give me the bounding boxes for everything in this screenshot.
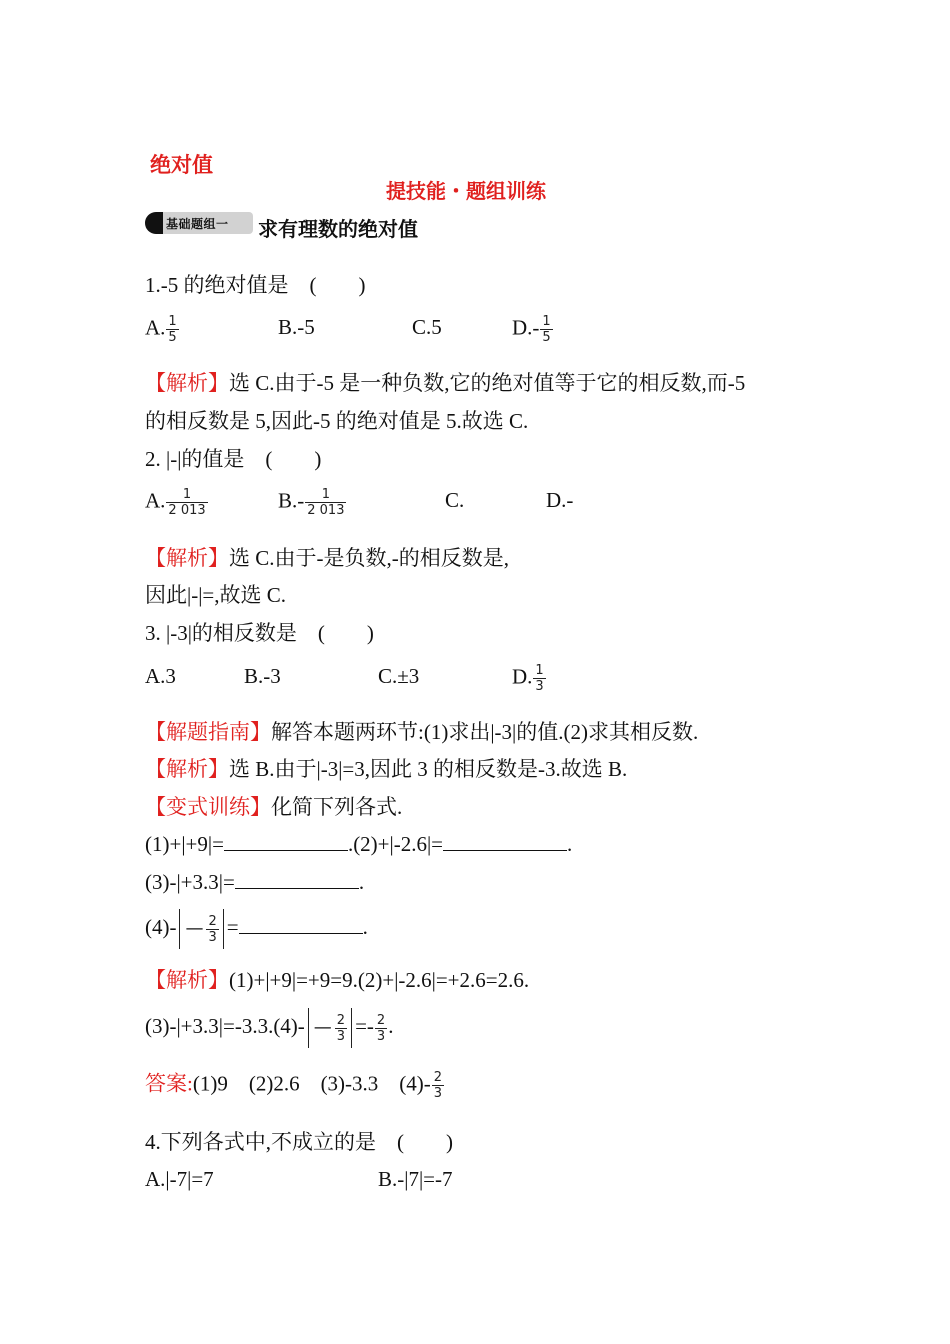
q1-option-d: D.- $\frac{1}{5}$ xyxy=(512,314,551,345)
answer-blank xyxy=(224,832,348,851)
answer-blank xyxy=(235,870,359,889)
badge-label: 基础题组一 xyxy=(166,217,229,231)
q2-option-d: D.- xyxy=(546,488,574,512)
answer-blank xyxy=(239,915,363,934)
q3-option-a: A.3 xyxy=(145,664,176,688)
q2-stem: 2. |-|的值是 ( ) xyxy=(145,447,322,471)
q2-option-b: B.- $\frac{1}{2 013}$ xyxy=(278,487,345,518)
q3-option-c: C.±3 xyxy=(378,664,420,688)
q3-option-d: D. $\frac{1}{3}$ xyxy=(512,663,544,694)
q3-stem: 3. |-3|的相反数是 ( ) xyxy=(145,621,374,645)
q2-analysis-line2: 因此|-|=,故选 C. xyxy=(145,583,287,607)
section-subtitle: 提技能・题组训练 xyxy=(386,179,546,203)
q4-stem: 4.下列各式中,不成立的是 ( ) xyxy=(145,1130,453,1154)
q2-analysis-line1: 【解析】选 C.由于-是负数,-的相反数是, xyxy=(145,546,509,570)
q3-final-answer: 答案:(1)9 (2)2.6 (3)-3.3 (4)- $\frac{2}{3}$ xyxy=(145,1070,443,1101)
q4-option-b: B.-|7|=-7 xyxy=(378,1167,453,1191)
q1-analysis-line1: 【解析】选 C.由于-5 是一种负数,它的绝对值等于它的相反数,而-5 xyxy=(145,371,746,395)
badge-dot-icon xyxy=(145,212,163,234)
q2-option-c: C. xyxy=(445,488,465,512)
abs-bar xyxy=(179,909,180,949)
abs-bar xyxy=(351,1008,352,1048)
group-badge xyxy=(145,212,253,234)
q3-answer-analysis-line2: (3)-|+3.3|=-3.3.(4)- — $\frac{2}{3}$ =- $\frac{2}{3}$ . xyxy=(145,1005,393,1049)
q3-guide: 【解题指南】解答本题两环节:(1)求出|-3|的值.(2)求其相反数. xyxy=(145,720,699,744)
q3-answer-analysis-line1: 【解析】(1)+|+9|=+9=9.(2)+|-2.6|=+2.6=2.6. xyxy=(145,968,530,992)
q3-option-b: B.-3 xyxy=(244,664,281,688)
q1-option-c: C.5 xyxy=(412,315,442,339)
abs-bar xyxy=(223,909,224,949)
q3-variant-line4: (4)- — $\frac{2}{3}$ = . xyxy=(145,906,368,950)
q3-variant-line1: (1)+|+9|= .(2)+|-2.6|= . xyxy=(145,832,573,856)
page-title: 绝对值 xyxy=(150,153,213,177)
q2-option-a: A. $\frac{1}{2 013}$ xyxy=(145,487,206,518)
q3-analysis: 【解析】选 B.由于|-3|=3,因此 3 的相反数是-3.故选 B. xyxy=(145,757,628,781)
group-title: 求有理数的绝对值 xyxy=(258,217,418,241)
q1-analysis-line2: 的相反数是 5,因此-5 的绝对值是 5.故选 C. xyxy=(145,409,529,433)
answer-blank xyxy=(443,832,567,851)
abs-bar xyxy=(308,1008,309,1048)
q1-stem: 1.-5 的绝对值是 ( ) xyxy=(145,273,366,297)
q3-variant-heading: 【变式训练】化简下列各式. xyxy=(145,795,403,819)
q1-option-b: B.-5 xyxy=(278,315,315,339)
q4-option-a: A.|-7|=7 xyxy=(145,1167,214,1191)
q3-variant-line3: (3)-|+3.3|= . xyxy=(145,870,365,894)
q1-option-a: A. $\frac{1}{5}$ xyxy=(145,314,177,345)
